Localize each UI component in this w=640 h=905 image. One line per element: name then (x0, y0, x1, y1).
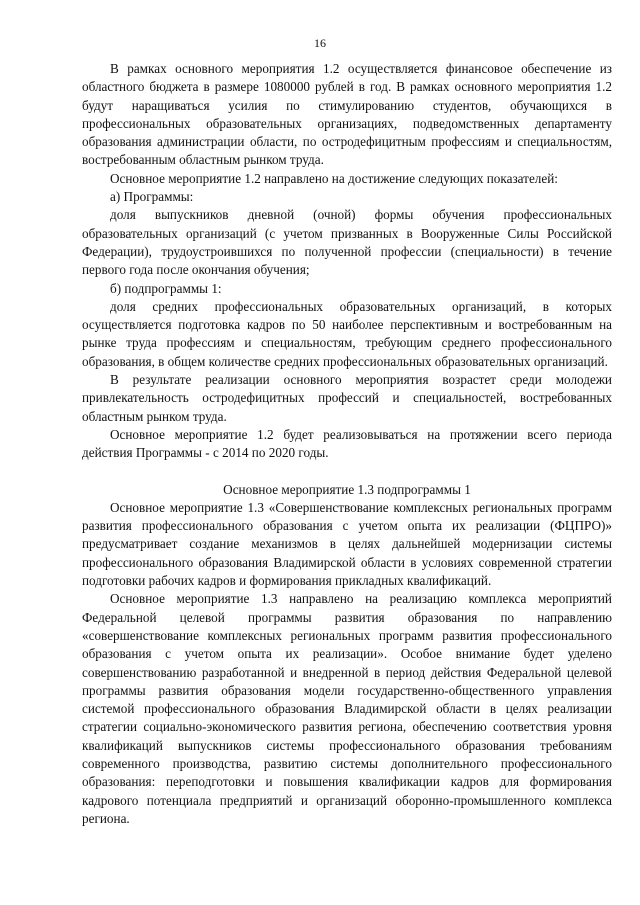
paragraph: Основное мероприятие 1.2 будет реализовываться на протяжении всего периода действия Программы - с 2014 по 2020 годы. (82, 426, 612, 461)
document-body (82, 60, 612, 828)
paragraph: доля средних профессиональных образовательных организаций, в которых осуществляется подготовка кадров по 50 наиболее перспективным и востребованным на рынке труда профессиям и специальностям, требующим среднего профессионального образования, в общем количестве средних профессиональных образовательных организаций. (82, 298, 612, 369)
list-label: а) Программы: (110, 189, 194, 205)
paragraph: В результате реализации основного мероприятия возрастет среди молодежи привлекательность остродефицитных профессий и специальностей, востребованных областным рынком труда. (82, 372, 612, 424)
paragraph: В рамках основного мероприятия 1.2 осуществляется финансовое обеспечение из областного бюджета в размере 1080000 рублей в год. В рамках основного мероприятия 1.2 будут наращиваться усилия по стимулированию студентов, обучающихся в профессиональных образовательных организациях, подведомственных департаменту образования администрации области, по остродефицитным профессиям и специальностям, востребованным областным рынком труда. (82, 61, 612, 168)
paragraph: Основное мероприятие 1.3 «Совершенствование комплексных региональных программ развития профессионального образования с учетом опыта их реализации (ФЦПРО)» предусматривает создание механизмов в целях дальнейшей модернизации системы профессионального образования Владимирской области в условиях современной стратегии подготовки рабочих кадров и формирования прикладных квалификаций. (82, 499, 612, 589)
section-heading: Основное мероприятие 1.3 подпрограммы 1 (223, 481, 471, 497)
paragraph: доля выпускников дневной (очной) формы обучения профессиональных образовательных организаций (с учетом призванных в Вооруженные Силы Российской Федерации), трудоустроившихся по полученной профессии (специальности) в течение первого года после окончания обучения; (82, 207, 612, 278)
page-number: 16 (314, 36, 326, 50)
paragraph: Основное мероприятие 1.2 направлено на достижение следующих показателей: (110, 170, 558, 186)
list-label: б) подпрограммы 1: (110, 280, 222, 296)
paragraph: Основное мероприятие 1.3 направлено на реализацию комплекса мероприятий Федеральной целевой программы развития образования по направлению «совершенствование комплексных региональных программ развития профессионального образования с учетом опыта их реализации». Особое внимание будет уделено совершенствованию разработанной и внедренной в период действия Федеральной целевой программы развития образования модели государственно-общественного управления системой профессионального образования Владимирской области в целях реализации стратегии социально-экономического развития региона, обеспечению соответствия уровня квалификаций выпускников системы профессионального образования требованиям современного производства, развитию системы дополнительного профессионального образования: переподготовки и повышения квалификации кадров для формирования кадрового потенциала предприятий и организаций оборонно-промышленного комплекса региона. (82, 591, 612, 826)
